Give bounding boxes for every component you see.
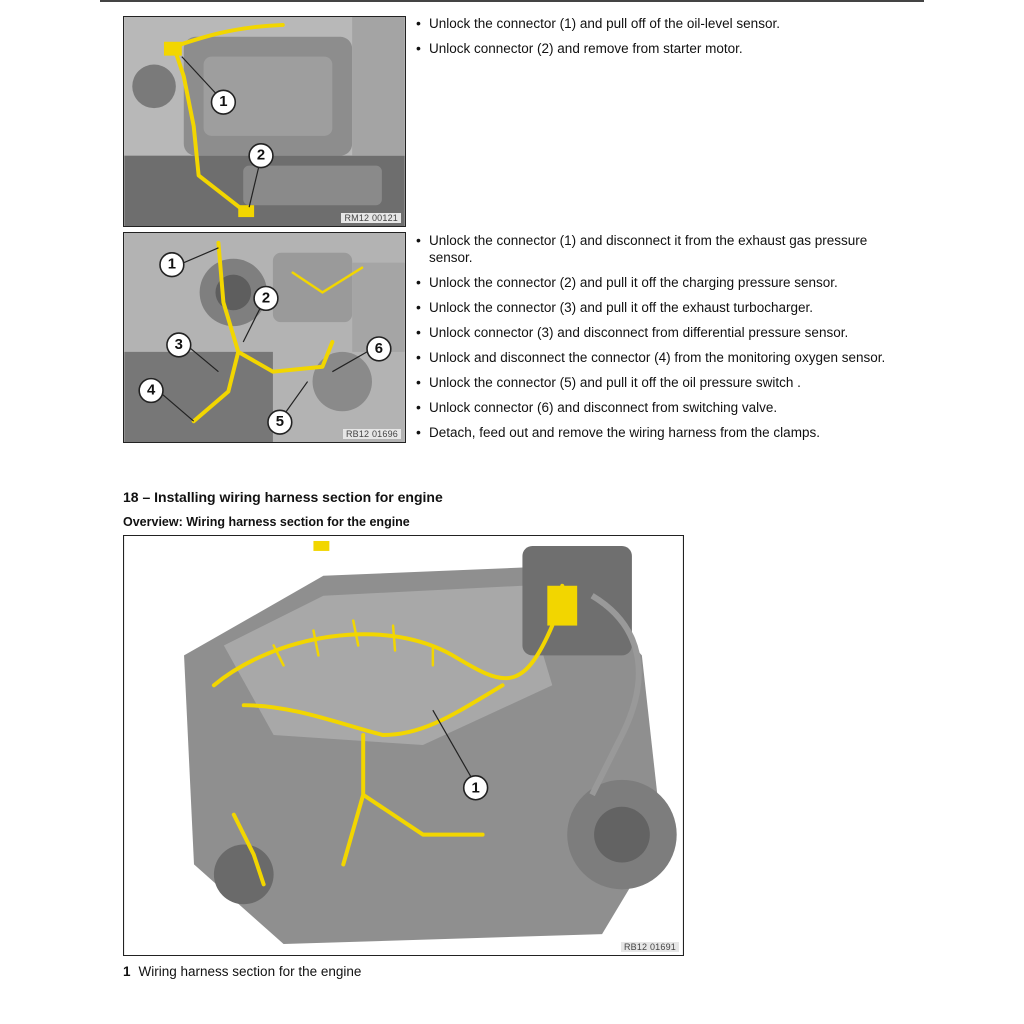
svg-text:3: 3 [174, 336, 183, 353]
svg-text:4: 4 [146, 382, 156, 399]
callout-5 [268, 410, 292, 434]
figure-engine-harness-overview [123, 535, 684, 956]
removal-steps-top [414, 15, 914, 65]
figure-legend [123, 964, 361, 979]
callout-2 [249, 144, 273, 168]
figure-oil-level-starter [123, 16, 406, 227]
list-item: • Unlock connector (6) and disconnect from switching valve. [414, 399, 914, 416]
svg-text:2: 2 [261, 290, 271, 307]
overview-title: Overview: Wiring harness section for the engine [123, 515, 410, 529]
list-item: • Detach, feed out and remove the wiring harness from the clamps. [414, 424, 914, 441]
list-item: • Unlock the connector (1) and pull off of the oil-level sensor. [414, 15, 914, 32]
list-item: • Unlock connector (3) and disconnect from differential pressure sensor. [414, 324, 914, 341]
engine-illustration-3 [124, 536, 683, 955]
svg-text:1: 1 [471, 779, 480, 797]
svg-text:1: 1 [219, 94, 228, 111]
svg-text:1: 1 [167, 256, 177, 273]
callout-1 [464, 776, 488, 800]
legend-number: 1 [123, 964, 131, 979]
callout-1 [212, 90, 236, 114]
list-item: • Unlock the connector (5) and pull it off the oil pressure switch . [414, 374, 914, 391]
removal-steps-middle [414, 232, 914, 449]
svg-text:6: 6 [374, 340, 384, 357]
list-item: • Unlock the connector (1) and disconnect it from the exhaust gas pressure sensor. [414, 232, 914, 266]
figure-code: RM12 00121 [341, 213, 401, 223]
engine-illustration-1 [124, 17, 405, 226]
callout-2 [254, 286, 278, 310]
list-item: • Unlock connector (2) and remove from starter motor. [414, 40, 914, 57]
list-item: • Unlock the connector (2) and pull it off the charging pressure sensor. [414, 274, 914, 291]
engine-illustration-2 [124, 233, 405, 442]
figure-turbo-sensors [123, 232, 406, 443]
svg-text:5: 5 [275, 414, 284, 431]
svg-text:2: 2 [256, 147, 266, 164]
legend-text: Wiring harness section for the engine [138, 964, 362, 979]
list-item: • Unlock the connector (3) and pull it off the exhaust turbocharger. [414, 299, 914, 316]
callout-3 [167, 333, 191, 357]
callout-4 [139, 379, 163, 403]
figure-code: RB12 01691 [621, 942, 679, 952]
callout-1 [160, 253, 184, 277]
list-item: • Unlock and disconnect the connector (4) from the monitoring oxygen sensor. [414, 349, 914, 366]
figure-code: RB12 01696 [343, 429, 401, 439]
top-rule [100, 0, 924, 2]
callout-6 [367, 337, 391, 361]
section-title: 18 – Installing wiring harness section for engine [123, 489, 443, 505]
